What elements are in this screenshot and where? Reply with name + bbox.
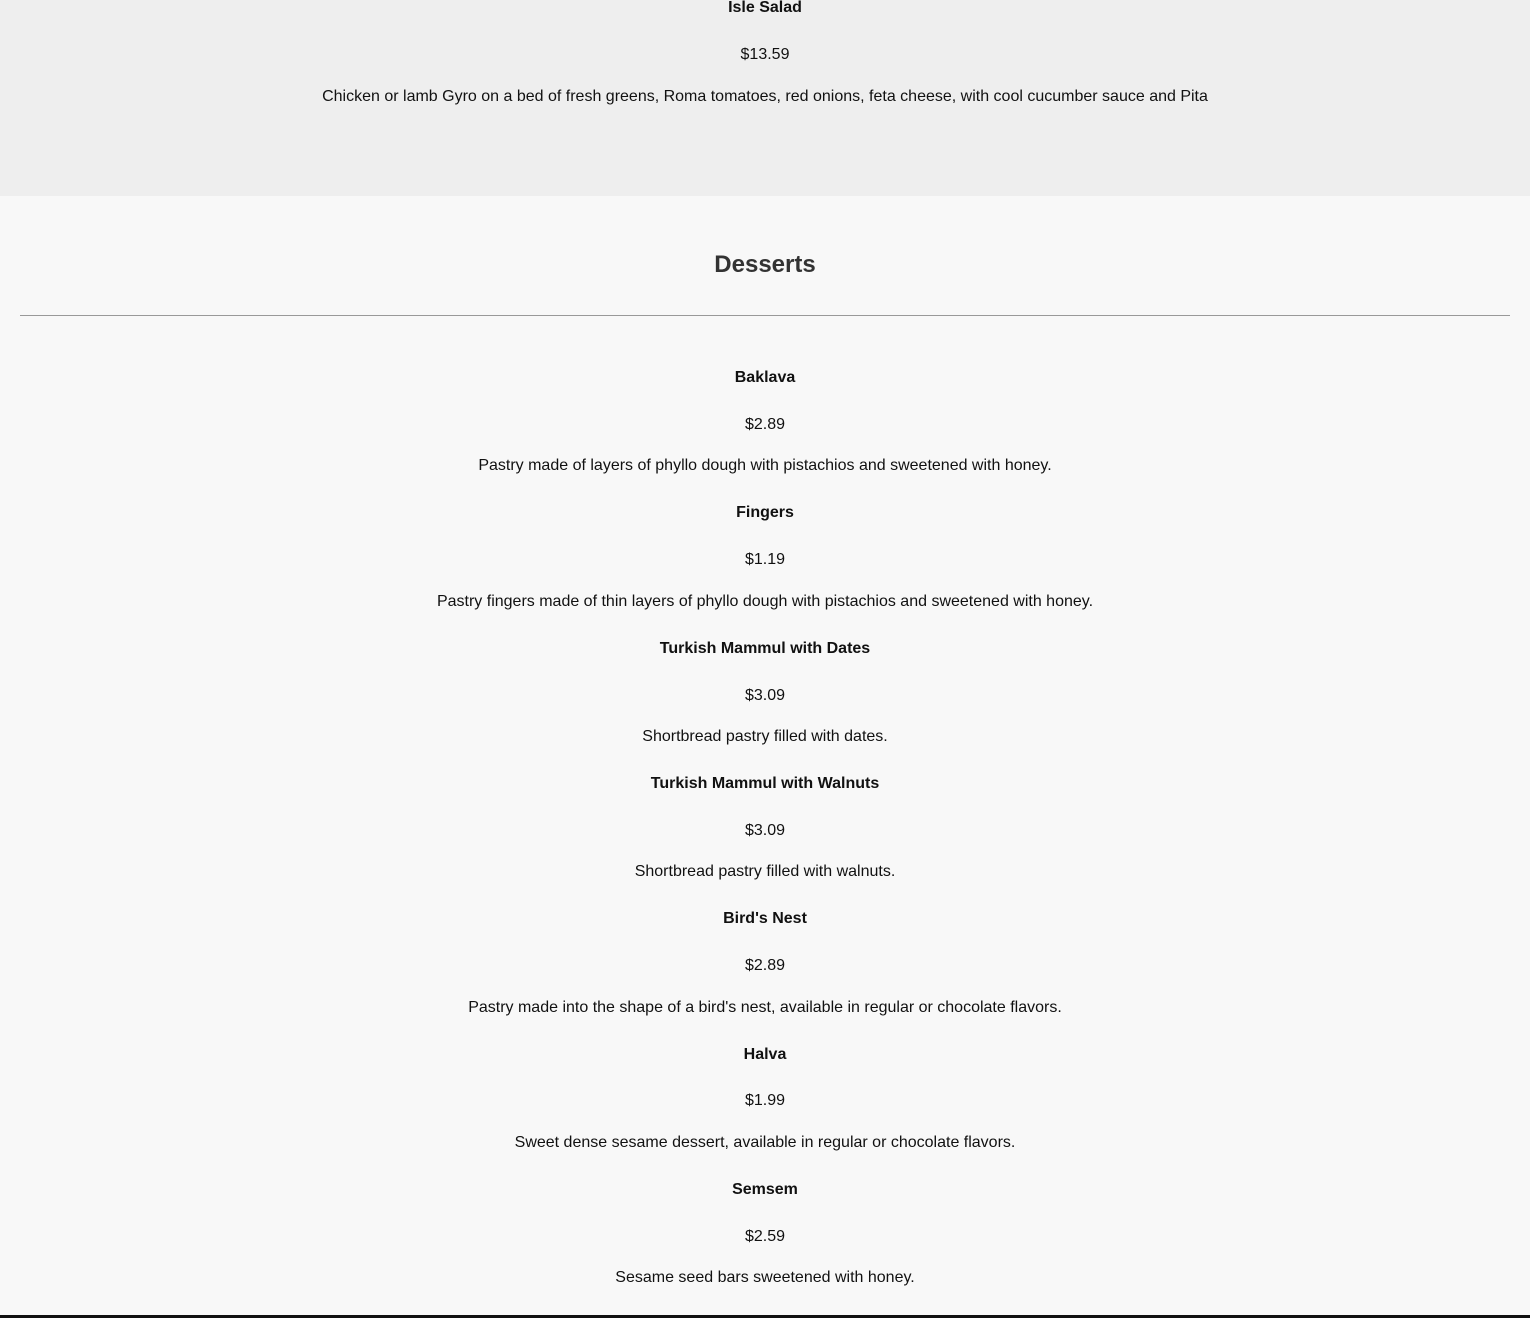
menu-item-price: $2.59 (744, 1228, 786, 1245)
menu-item-name: Isle Salad (728, 0, 802, 16)
section-divider (20, 315, 1510, 316)
menu-item-price: $1.19 (744, 551, 786, 568)
menu-item-price: $1.99 (744, 1092, 786, 1109)
section-title: Desserts (714, 251, 816, 278)
menu-item-name: Semsem (732, 1181, 798, 1198)
menu-item-price: $2.89 (744, 957, 786, 974)
menu-item-description: Shortbread pastry filled with dates. (642, 728, 888, 745)
menu-item-price: $13.59 (740, 46, 790, 63)
menu-item-description: Chicken or lamb Gyro on a bed of fresh greens, Roma tomatoes, red onions, feta cheese, with cool cucumber sauce and Pita (322, 88, 1208, 105)
menu-item-name: Halva (743, 1046, 787, 1063)
menu-item-description: Shortbread pastry filled with walnuts. (634, 863, 896, 880)
menu-item-name: Turkish Mammul with Dates (659, 640, 871, 657)
menu-item-description: Sweet dense sesame dessert, available in regular or chocolate flavors. (514, 1134, 1016, 1151)
menu-item-name: Baklava (734, 369, 796, 386)
menu-item-name: Bird's Nest (723, 910, 807, 927)
menu-item-price: $2.89 (744, 416, 786, 433)
menu-item-description: Sesame seed bars sweetened with honey. (615, 1269, 915, 1286)
menu-item-price: $3.09 (744, 687, 786, 704)
menu-item-description: Pastry made into the shape of a bird's nest, available in regular or chocolate flavors. (468, 999, 1062, 1016)
menu-item-description: Pastry made of layers of phyllo dough with pistachios and sweetened with honey. (478, 457, 1052, 474)
menu-item-description: Pastry fingers made of thin layers of phyllo dough with pistachios and sweetened with honey. (436, 593, 1094, 610)
menu-item-name: Fingers (736, 504, 794, 521)
menu-item-name: Turkish Mammul with Walnuts (650, 775, 880, 792)
menu-item-price: $3.09 (744, 822, 786, 839)
